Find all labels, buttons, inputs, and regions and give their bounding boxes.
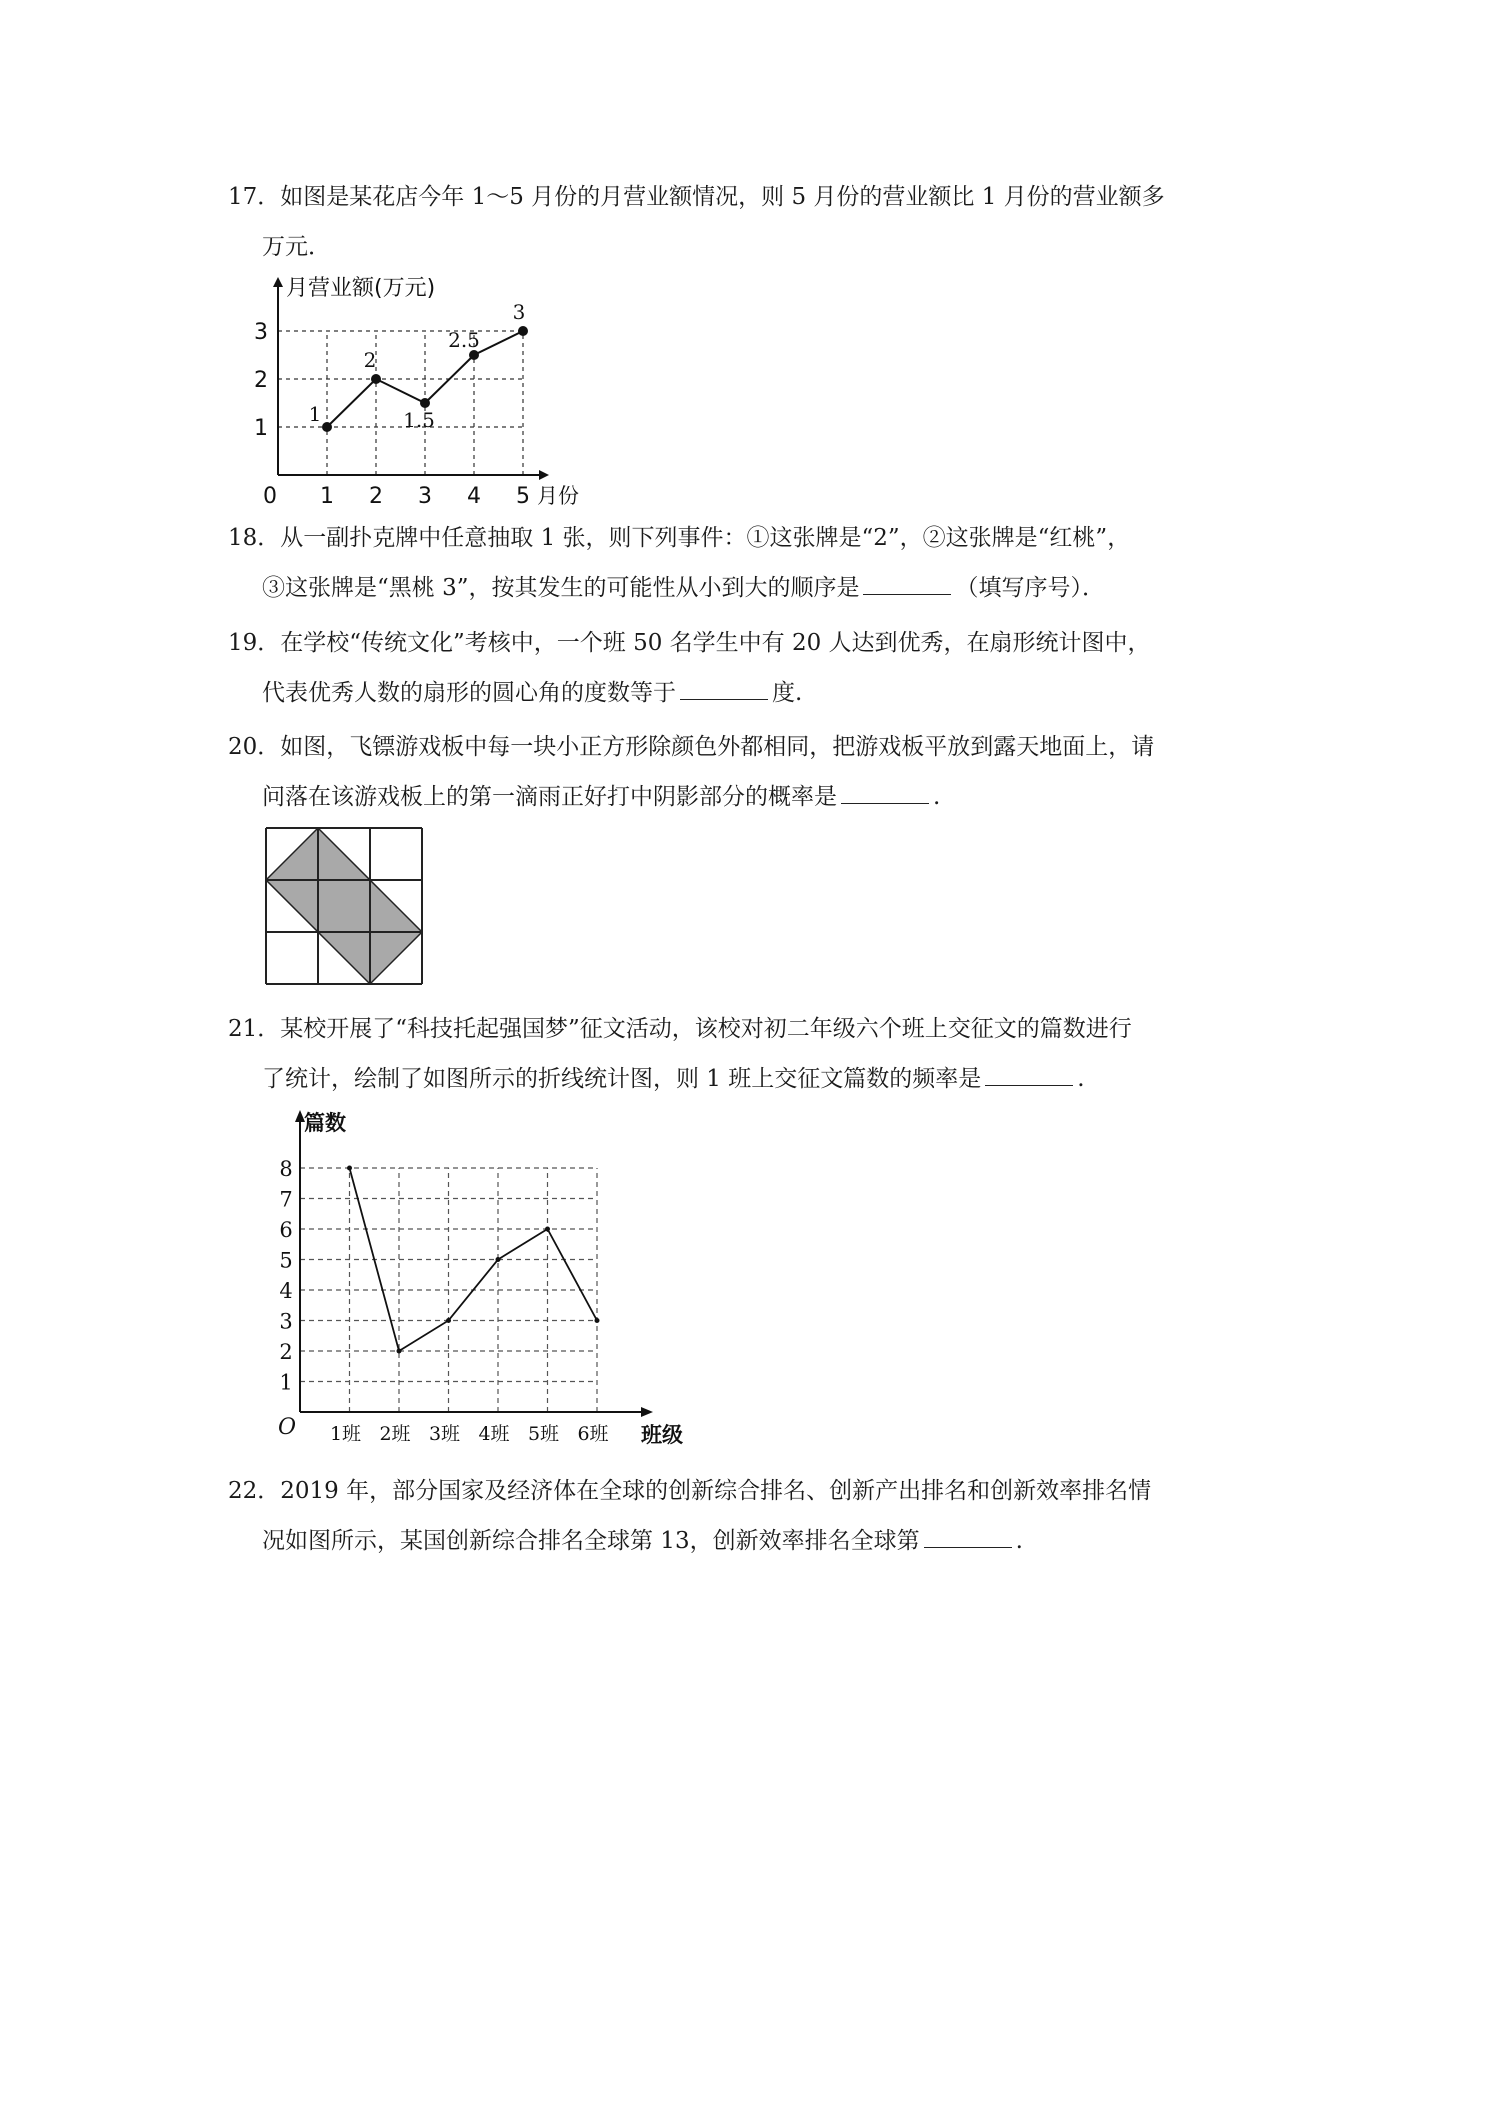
data-point (446, 1318, 451, 1323)
question-21-text: 了统计，绘制了如图所示的折线统计图，则 1 班上交征文篇数的频率是 (262, 1066, 982, 1092)
data-point (496, 1257, 501, 1262)
x-tick-label: 5 (516, 484, 530, 505)
dartboard-figure (264, 826, 424, 986)
question-19-line2 (228, 668, 1268, 718)
y-axis-label: 月营业额(万元) (286, 276, 436, 301)
essay-count-line-chart-svg (256, 1108, 706, 1448)
data-point (347, 1166, 352, 1171)
y-tick-label: 1 (279, 1370, 293, 1395)
answer-blank-19[interactable] (680, 677, 768, 700)
question-22-line2 (228, 1516, 1268, 1566)
question-22-tail: . (1015, 1528, 1023, 1554)
data-label: 1 (308, 402, 322, 426)
data-label: 3 (512, 300, 526, 324)
x-tick-label: 4 (467, 484, 481, 505)
y-axis-label: 篇数 (304, 1111, 346, 1135)
question-17-line1: 17．如图是某花店今年 1～5 月份的月营业额情况，则 5 月份的营业额比 1 月份的营业额多 (228, 184, 1165, 210)
essay-count-line-chart (256, 1108, 706, 1448)
question-20-line1: 20．如图，飞镖游戏板中每一块小正方形除颜色外都相同，把游戏板平放到露天地面上，请 (228, 734, 1155, 760)
answer-blank-21[interactable] (985, 1063, 1073, 1086)
origin-label: O (278, 1415, 297, 1440)
y-tick-label: 8 (279, 1157, 293, 1181)
question-20-line2 (228, 772, 1268, 822)
question-19-line1: 19．在学校“传统文化”考核中，一个班 50 名学生中有 20 人达到优秀，在扇形统计图中， (228, 630, 1151, 656)
x-tick-label: 3班 (428, 1423, 461, 1445)
data-label: 1.5 (403, 408, 435, 432)
data-point (420, 398, 430, 408)
question-21 (228, 1004, 1268, 1104)
question-20-text: 问落在该游戏板上的第一滴雨正好打中阴影部分的概率是 (262, 784, 837, 810)
question-18 (228, 513, 1268, 613)
question-21-line2 (228, 1054, 1268, 1104)
x-tick-label: 4班 (478, 1423, 510, 1445)
x-axis-arrow (641, 1407, 653, 1417)
question-17-line2: 万元． (262, 234, 331, 260)
question-21-tail: . (1077, 1066, 1085, 1092)
y-axis-arrow (273, 277, 283, 287)
x-axis-label: 月份 (537, 484, 579, 505)
answer-blank-22[interactable] (924, 1525, 1012, 1548)
answer-blank-18[interactable] (863, 572, 951, 595)
x-axis-arrow (539, 470, 549, 480)
data-point (595, 1318, 600, 1323)
x-tick-label: 3 (418, 484, 432, 505)
y-tick-label: 6 (279, 1218, 293, 1242)
data-point (545, 1227, 550, 1232)
x-axis-label: 班级 (641, 1423, 683, 1447)
answer-blank-20[interactable] (841, 781, 929, 804)
y-tick-label: 1 (254, 416, 268, 441)
revenue-line-chart-svg (252, 275, 612, 505)
question-17 (228, 172, 1268, 272)
data-point (371, 374, 381, 384)
question-22-line1: 22．2019 年，部分国家及经济体在全球的创新综合排名、创新产出排名和创新效率排名情 (228, 1478, 1152, 1504)
y-tick-label: 2 (279, 1340, 293, 1364)
question-19 (228, 618, 1268, 718)
question-22 (228, 1466, 1268, 1566)
y-tick-label: 2 (254, 368, 268, 393)
dartboard-svg (264, 826, 424, 986)
x-tick-label: 1班 (329, 1423, 362, 1445)
revenue-line-chart (252, 275, 612, 505)
data-point (322, 422, 332, 432)
y-tick-label: 7 (279, 1187, 293, 1212)
question-20 (228, 722, 1268, 822)
shaded-region (266, 828, 422, 984)
question-19-text: 代表优秀人数的扇形的圆心角的度数等于 (262, 680, 676, 706)
data-point (518, 326, 528, 336)
data-label: 2 (363, 348, 377, 372)
data-label: 2.5 (448, 328, 480, 352)
x-tick-label: 1 (320, 484, 334, 505)
x-tick-label: 2班 (379, 1423, 411, 1445)
question-21-line1: 21．某校开展了“科技托起强国梦”征文活动，该校对初二年级六个班上交征文的篇数进行 (228, 1016, 1132, 1042)
data-point (397, 1349, 402, 1354)
x-tick-label: 6班 (577, 1423, 609, 1445)
y-tick-label: 4 (279, 1279, 293, 1303)
question-22-text: 况如图所示，某国创新综合排名全球第 13，创新效率排名全球第 (262, 1528, 920, 1554)
question-18-text: ③这张牌是“黑桃 3”，按其发生的可能性从小到大的顺序是 (262, 575, 860, 601)
question-20-tail: . (933, 784, 941, 810)
question-18-line1: 18．从一副扑克牌中任意抽取 1 张，则下列事件：①这张牌是“2”，②这张牌是“红桃”， (228, 525, 1131, 551)
y-tick-label: 3 (254, 320, 268, 345)
question-18-tail: （填写序号）． (955, 575, 1105, 601)
question-18-line2 (228, 563, 1268, 613)
origin-label: 0 (263, 484, 277, 505)
y-tick-label: 5 (279, 1248, 293, 1273)
y-tick-label: 3 (279, 1309, 293, 1334)
x-tick-label: 2 (369, 484, 383, 505)
question-19-tail: 度. (772, 680, 803, 706)
x-tick-label: 5班 (527, 1423, 560, 1445)
